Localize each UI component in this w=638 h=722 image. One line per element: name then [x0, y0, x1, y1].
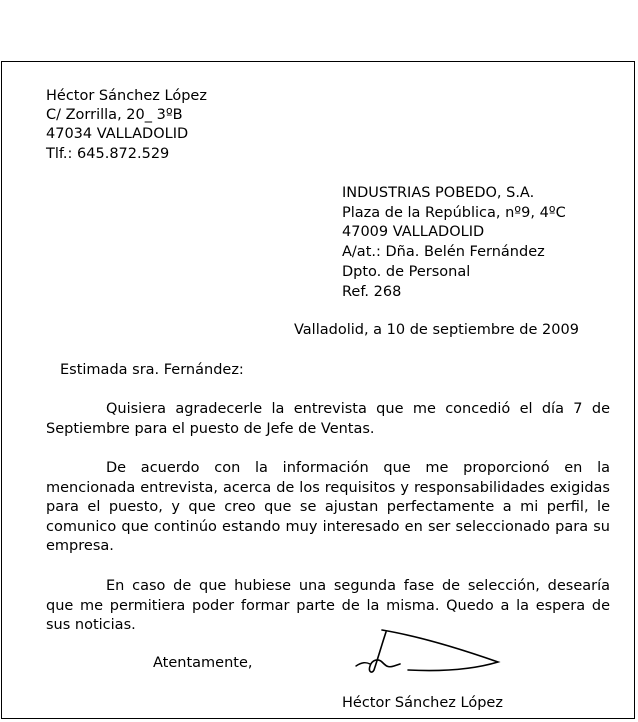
sender-city: 47034 VALLADOLID: [46, 126, 189, 142]
recipient-address: Plaza de la República, nº9, 4ºC: [342, 205, 566, 221]
body-paragraph-3: En caso de que hubiese una segunda fase de selección, desearía que me permitiera poder formar parte de la misma. Quedo a la espera de sus noticias.: [46, 578, 610, 633]
sender-phone: Tlf.: 645.872.529: [46, 146, 170, 162]
recipient-reference: Ref. 268: [342, 284, 402, 300]
body-paragraph-2: De acuerdo con la información que me proporcionó en la mencionada entrevista, acerca de los requisitos y responsabilidades exigidas para el puesto, y que creo que se ajustan perfectamente a mi perfil, le comunico que continúo estando muy interesado en ser seleccionado para su empresa.: [46, 460, 610, 554]
recipient-company: INDUSTRIAS POBEDO, S.A.: [342, 185, 535, 201]
closing: Atentamente,: [153, 655, 253, 671]
salutation: Estimada sra. Fernández:: [60, 362, 244, 378]
recipient-attention: A/at.: Dña. Belén Fernández: [342, 244, 545, 260]
letter-date: Valladolid, a 10 de septiembre de 2009: [294, 322, 579, 338]
sender-address: C/ Zorrilla, 20_ 3ºB: [46, 107, 183, 123]
signature-mark: [348, 626, 508, 676]
sender-name: Héctor Sánchez López: [46, 88, 207, 104]
signature-name: Héctor Sánchez López: [342, 695, 503, 711]
recipient-city: 47009 VALLADOLID: [342, 224, 485, 240]
recipient-department: Dpto. de Personal: [342, 264, 471, 280]
body-paragraph-1: Quisiera agradecerle la entrevista que me concedió el día 7 de Septiembre para el puesto de Jefe de Ventas.: [46, 401, 610, 437]
